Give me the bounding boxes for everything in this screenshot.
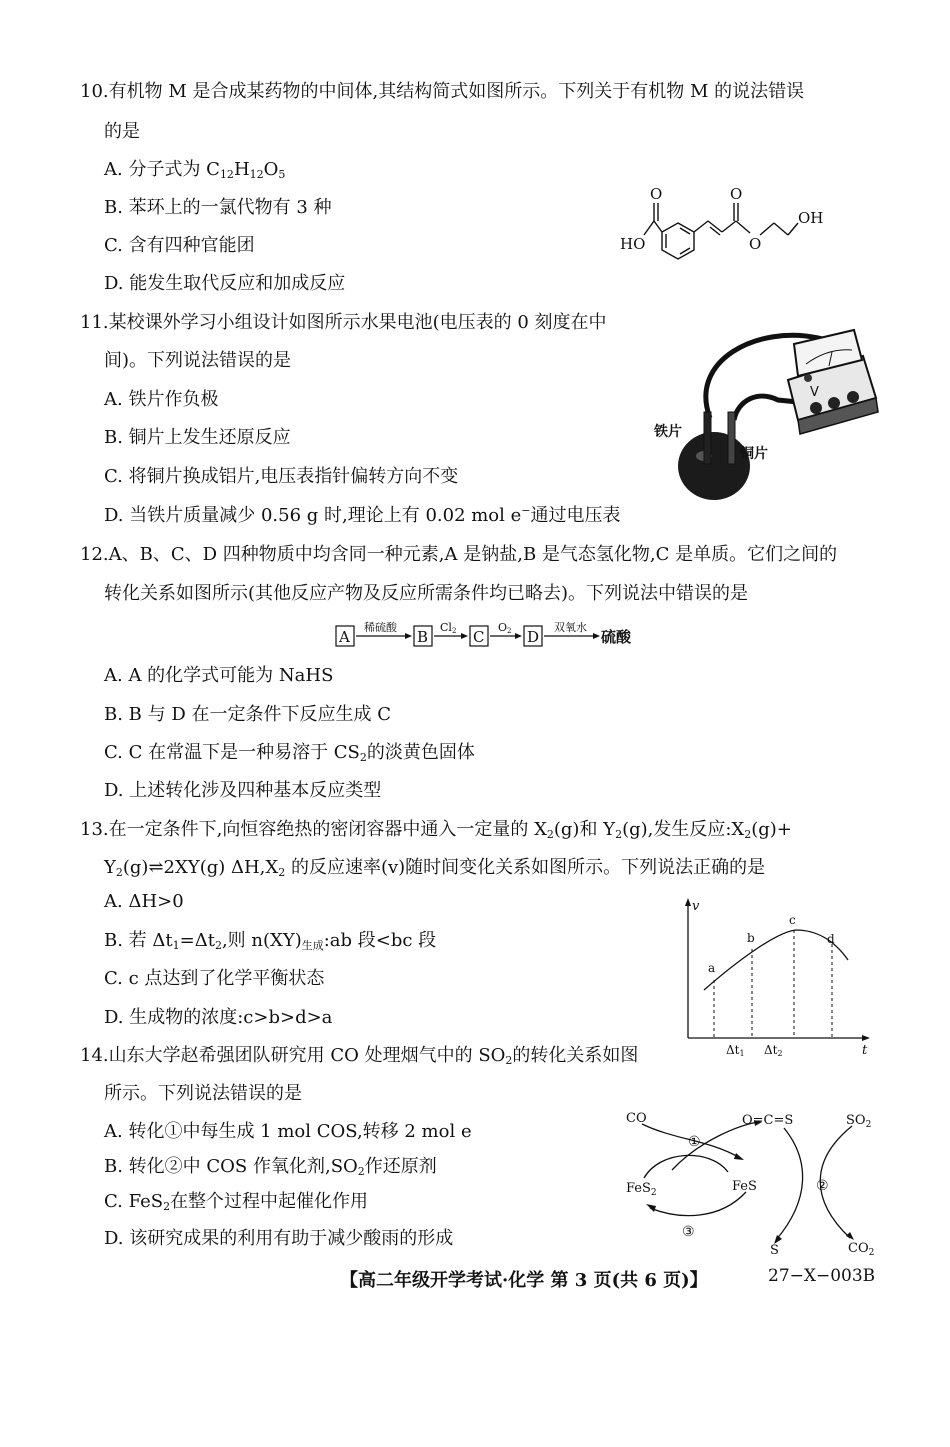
- struct-oh-label: OH: [798, 209, 824, 227]
- graph-point-c: c: [789, 913, 796, 927]
- q11-option-b: B. 铜片上发生还原反应: [104, 427, 291, 448]
- q11-option-c: C. 将铜片换成铝片,电压表指针偏转方向不变: [104, 466, 459, 487]
- cycle-s-label: S: [770, 1243, 779, 1258]
- cycle-step-1: ①: [688, 1134, 701, 1150]
- q12-option-d: D. 上述转化涉及四种基本反应类型: [104, 780, 382, 801]
- q14-stem-line-1: 14.山东大学赵希强团队研究用 CO 处理烟气中的 $SO_2$的转化关系如图: [80, 1045, 639, 1067]
- q12-stem-line-2: 转化关系如图所示(其他反应产物及反应所需条件均已略去)。下列说法中错误的是: [104, 583, 749, 604]
- cycle-so2-label: $SO_2$: [846, 1113, 872, 1130]
- q12-option-a: A. A 的化学式可能为 NaHS: [104, 665, 334, 686]
- q13-stem-line-1: 13.在一定条件下,向恒容绝热的密闭容器中通入一定量的 $X_2(g)$和 $Y_2(g)$,发生反应$:X_2(g)+$: [80, 819, 792, 841]
- q10-option-a: A. 分子式为 $C_{12}H_{12}O_5$: [104, 159, 286, 181]
- q13-rate-time-graph: [676, 892, 876, 1062]
- q13-option-d: D. 生成物的浓度:c>b>d>a: [104, 1007, 333, 1028]
- cycle-fes2-label: FeS$_2$: [626, 1181, 657, 1198]
- voltmeter-icon: [788, 330, 878, 434]
- iron-plate-label: 铁片: [654, 424, 682, 440]
- flow-node-c: C: [473, 628, 485, 646]
- fruit-icon: [678, 432, 750, 500]
- graph-dt1-label: Δt1: [726, 1043, 745, 1058]
- voltmeter-label: V: [810, 385, 819, 400]
- q13-option-b: B. 若 $\Delta t_1=\Delta t_2$,则 $n(XY)_{生成}:ab$ 段<bc 段: [104, 930, 437, 952]
- q11-fruit-battery-figure: [648, 320, 888, 510]
- q10-stem-line-1: 10.有机物 M 是合成某药物的中间体,其结构简式如图所示。下列关于有机物 M 的说法错误: [80, 81, 805, 102]
- page-footer-code: 27−X−003B: [768, 1266, 876, 1286]
- cycle-step-3: ③: [682, 1224, 695, 1240]
- cycle-fes-label: FeS: [732, 1179, 757, 1194]
- graph-point-d: d: [827, 932, 835, 946]
- graph-point-b: b: [747, 931, 755, 945]
- flow-node-a: A: [339, 628, 350, 646]
- cycle-step-2: ②: [816, 1178, 829, 1194]
- flow-product: 硫酸: [601, 628, 632, 646]
- q14-option-a: A. 转化①中每生成 1 mol COS,转移 2 mol e: [104, 1121, 472, 1142]
- q13-stem-line-2: $Y_2(g)\rightleftharpoons 2XY(g)$ $\Delta H,X_2$ 的反应速率(v)随时间变化关系如图所示。下列说法正确的是: [104, 857, 766, 879]
- q11-option-a: A. 铁片作负极: [104, 389, 219, 410]
- q11-option-d: D. 当铁片质量减少 0.56 g 时,理论上有 0.02 mol e−通过电压表: [104, 504, 621, 526]
- q11-stem-line-2: 间)。下列说法错误的是: [104, 350, 292, 371]
- copper-electrode: [728, 412, 735, 464]
- copper-plate-label: 铜片: [740, 446, 768, 462]
- q14-option-b: B. 转化②中 COS 作氧化剂$,SO_2$作还原剂: [104, 1156, 437, 1178]
- graph-v-axis-label: v: [692, 899, 700, 914]
- flow-node-b: B: [417, 628, 429, 646]
- q11-stem-line-1: 11.某校课外学习小组设计如图所示水果电池(电压表的 0 刻度在中: [80, 312, 607, 333]
- q14-option-d: D. 该研究成果的利用有助于减少酸雨的形成: [104, 1228, 454, 1249]
- flow-reagent-2: Cl2: [440, 621, 457, 635]
- cycle-co2-label: $CO_2$: [848, 1241, 875, 1258]
- flow-node-d: D: [527, 628, 540, 646]
- q10-option-d: D. 能发生取代反应和加成反应: [104, 273, 346, 294]
- iron-electrode: [704, 412, 711, 464]
- cycle-co-label: CO: [626, 1111, 647, 1126]
- q14-stem-line-2: 所示。下列说法错误的是: [104, 1083, 302, 1104]
- q14-cycle-diagram: [620, 1100, 885, 1260]
- q13-option-a: A. ΔH>0: [104, 891, 184, 912]
- q12-stem-line-1: 12.A、B、C、D 四种物质中均含同一种元素,A 是钠盐,B 是气态氢化物,C 是单质。它们之间的: [80, 544, 838, 565]
- q10-option-c: C. 含有四种官能团: [104, 235, 255, 256]
- q12-option-b: B. B 与 D 在一定条件下反应生成 C: [104, 704, 391, 725]
- q10-stem-line-2: 的是: [104, 121, 140, 142]
- q12-flow-diagram: [330, 616, 650, 652]
- graph-t-axis-label: t: [862, 1043, 868, 1058]
- graph-dt2-label: Δt2: [764, 1043, 783, 1058]
- q10-option-b: B. 苯环上的一氯代物有 3 种: [104, 197, 332, 218]
- graph-point-a: a: [708, 961, 716, 975]
- flow-reagent-1: 稀硫酸: [364, 621, 397, 634]
- struct-carbonyl-o-2: O: [730, 185, 743, 203]
- flow-reagent-4: 双氧水: [554, 621, 587, 634]
- struct-ester-o: O: [749, 235, 762, 253]
- struct-carbonyl-o-1: O: [650, 185, 663, 203]
- struct-ho-label: HO: [620, 235, 646, 253]
- flow-reagent-3: O2: [498, 621, 512, 635]
- page-footer-title: 【高二年级开学考试·化学 第 3 页(共 6 页)】: [340, 1270, 708, 1291]
- q14-option-c: C. FeS$_2$在整个过程中起催化作用: [104, 1191, 369, 1213]
- cycle-cos-label: O=C=S: [742, 1113, 794, 1128]
- q10-structure-diagram: [610, 185, 840, 275]
- q13-option-c: C. c 点达到了化学平衡状态: [104, 968, 325, 989]
- q12-option-c: C. C 在常温下是一种易溶于 $CS_2$的淡黄色固体: [104, 742, 475, 764]
